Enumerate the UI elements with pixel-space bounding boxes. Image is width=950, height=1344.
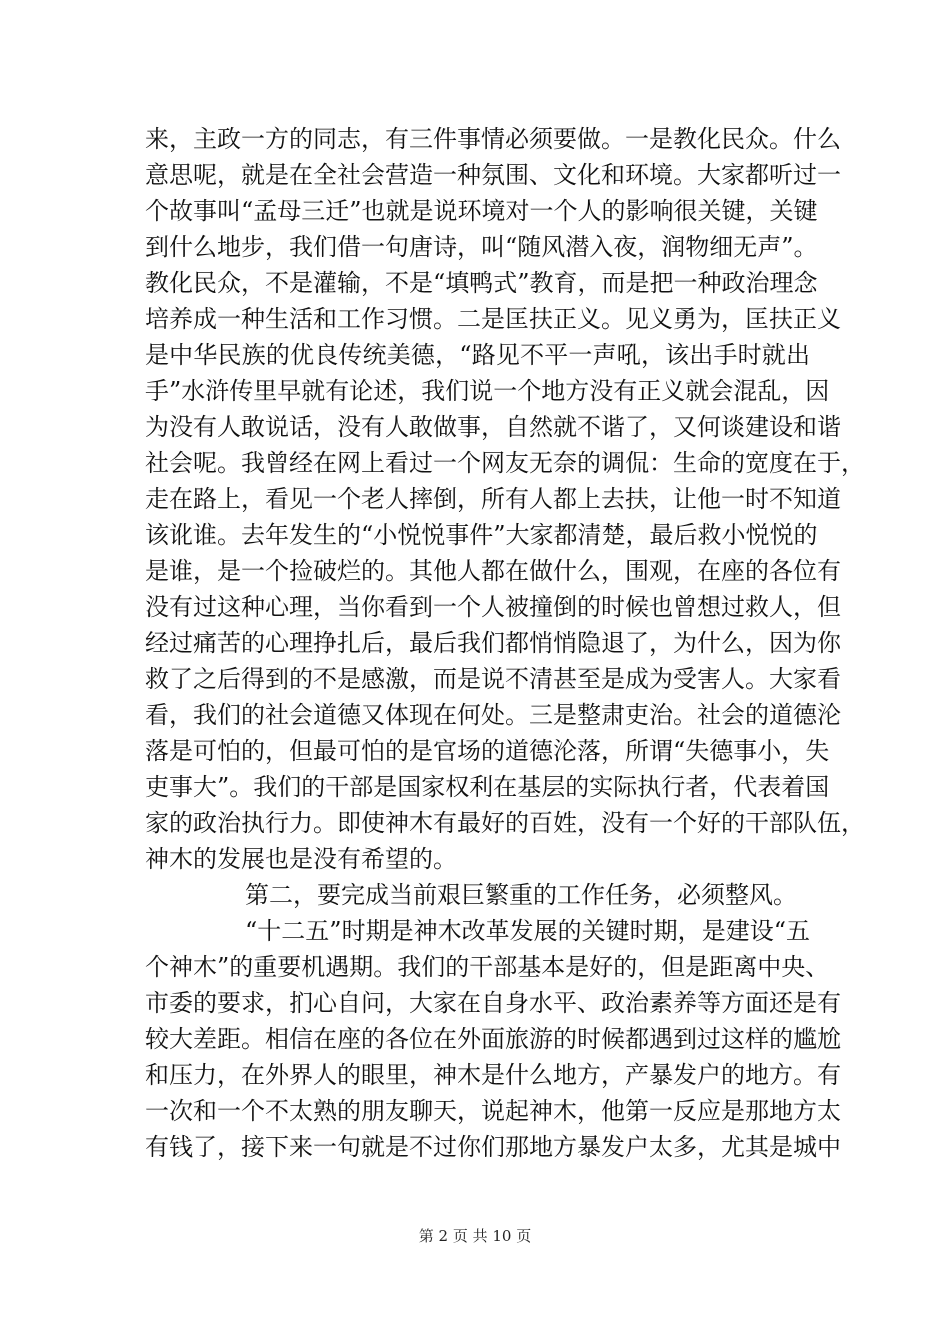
body-text-line: 和压力，在外界人的眼里，神木是什么地方，产暴发户的地方。有 [145,1061,841,1089]
body-text-line: 走在路上，看见一个老人摔倒，所有人都上去扶，让他一时不知道 [145,485,841,513]
body-text-line: 教化民众，不是灌输，不是“填鸭式”教育，而是把一种政治理念 [145,269,818,297]
body-text-line: 救了之后得到的不是感激，而是说不清甚至是成为受害人。大家看 [145,665,841,693]
body-text-line: 经过痛苦的心理挣扎后，最后我们都悄悄隐退了，为什么，因为你 [145,629,841,657]
body-text-line: 吏事大”。我们的干部是国家权利在基层的实际执行者，代表着国 [145,773,830,801]
body-text-line: 手”水浒传里早就有论述，我们说一个地方没有正义就会混乱，因 [145,377,830,405]
section-heading: 第二，要完成当前艰巨繁重的工作任务，必须整风。 [245,881,797,909]
body-text-line: 有钱了，接下来一句就是不过你们那地方暴发户太多，尤其是城中 [145,1133,841,1161]
body-text-line: 个故事叫“孟母三迁”也就是说环境对一个人的影响很关键，关键 [145,197,818,225]
body-text-line: 意思呢，就是在全社会营造一种氛围、文化和环境。大家都听过一 [145,161,841,189]
body-text-line: 较大差距。相信在座的各位在外面旅游的时候都遇到过这样的尴尬 [145,1025,841,1053]
body-text-line: 社会呢。我曾经在网上看过一个网友无奈的调侃：生命的宽度在于， [145,449,865,477]
body-text-line: 一次和一个不太熟的朋友聊天，说起神木，他第一反应是那地方太 [145,1097,841,1125]
body-text-line: 是中华民族的优良传统美德，“路见不平一声吼，该出手时就出 [145,341,810,369]
body-text-line: 来，主政一方的同志，有三件事情必须要做。一是教化民众。什么 [145,125,841,153]
page-number-footer: 第 2 页 共 10 页 [418,1227,532,1245]
body-text-line: 落是可怕的，但最可怕的是官场的道德沦落，所谓“失德事小，失 [145,737,830,765]
body-text-line: 为没有人敢说话，没有人敢做事，自然就不谐了，又何谈建设和谐 [145,413,841,441]
body-text-line: 培养成一种生活和工作习惯。二是匡扶正义。见义勇为，匡扶正义 [145,305,841,333]
body-text-line: 是谁，是一个捡破烂的。其他人都在做什么，围观，在座的各位有 [145,557,841,585]
body-text-line: 没有过这种心理，当你看到一个人被撞倒的时候也曾想过救人，但 [145,593,841,621]
body-text-line: 神木的发展也是没有希望的。 [145,845,457,873]
body-text-line: 市委的要求，扪心自问，大家在自身水平、政治素养等方面还是有 [145,989,841,1017]
body-text-line: 个神木”的重要机遇期。我们的干部基本是好的，但是距离中央、 [145,953,830,981]
body-text-line: “十二五”时期是神木改革发展的关键时期，是建设“五 [245,917,810,945]
body-text-line: 看，我们的社会道德又体现在何处。三是整肃吏治。社会的道德沦 [145,701,841,729]
body-text-line: 该讹谁。去年发生的“小悦悦事件”大家都清楚，最后救小悦悦的 [145,521,818,549]
body-text-line: 到什么地步，我们借一句唐诗，叫“随风潜入夜，润物细无声”。 [145,233,818,261]
body-text-line: 家的政治执行力。即使神木有最好的百姓，没有一个好的干部队伍， [145,809,865,837]
